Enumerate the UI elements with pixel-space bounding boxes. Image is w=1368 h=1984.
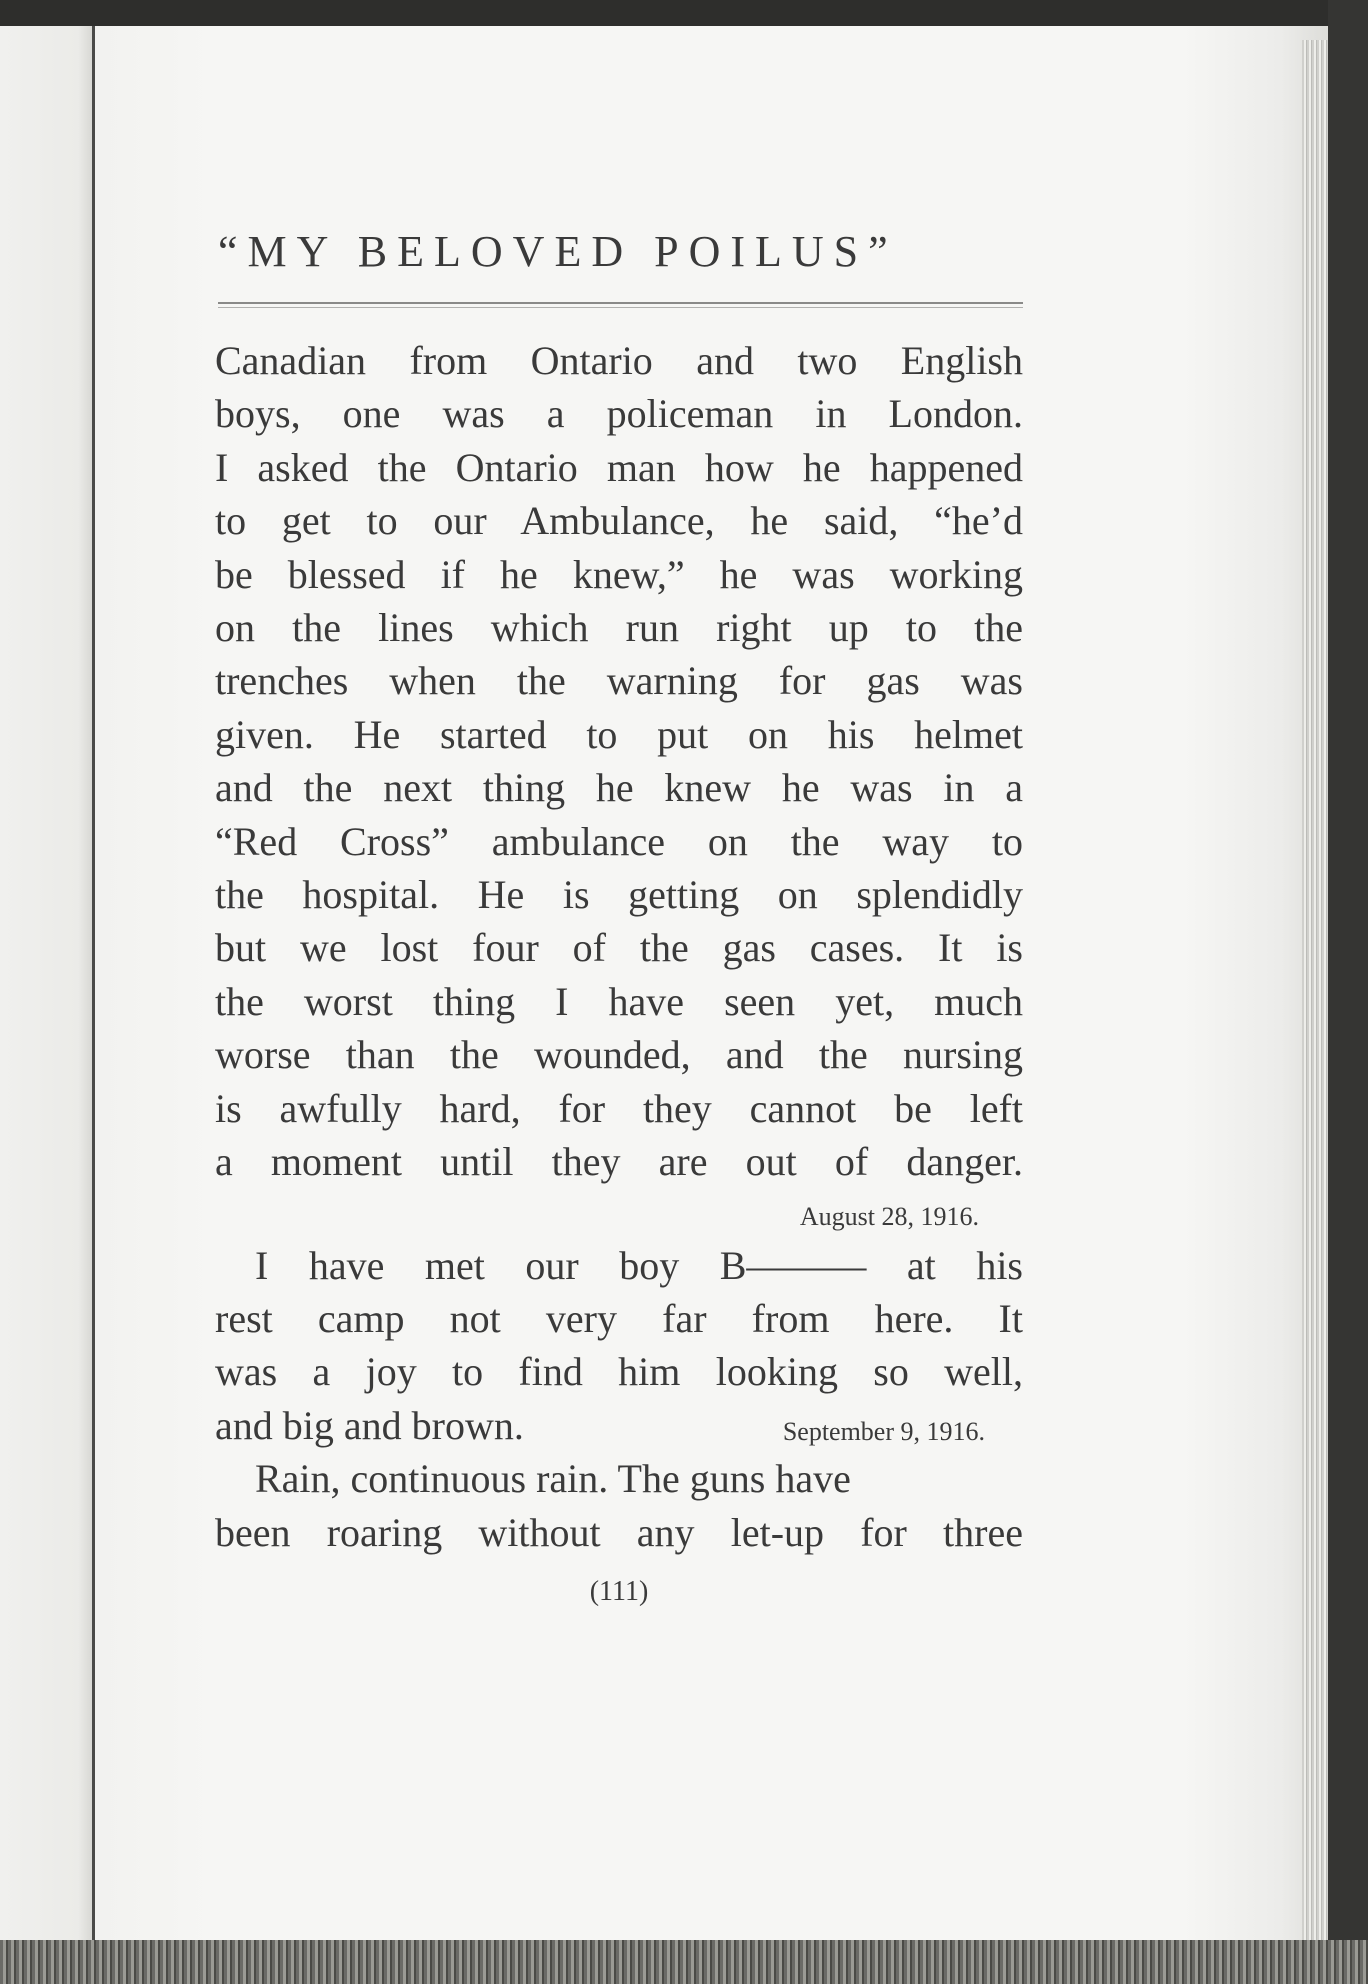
text-line: was a joy to find him looking so well, <box>215 1349 1023 1395</box>
text-line: worse than the wounded, and the nursing <box>215 1032 1023 1078</box>
letter-date: August 28, 1916. <box>799 1201 979 1231</box>
page-block-edge <box>1302 40 1328 1940</box>
scan-border-bottom <box>0 1940 1368 1984</box>
text-line: a moment until they are out of danger. <box>215 1139 1023 1185</box>
text-line-with-date <box>215 1399 1023 1452</box>
text-line: to get to our Ambulance, he said, “he’d <box>215 498 1023 544</box>
letter-date: September 9, 1916. <box>782 1416 985 1446</box>
text-line: given. He started to put on his helmet <box>215 711 1023 757</box>
running-head: “MY BELOVED POILUS” <box>218 227 898 276</box>
page-number: (111) <box>589 1576 649 1607</box>
text-line: I have met our boy B——— at his <box>255 1242 1023 1288</box>
text-line: on the lines which run right up to the <box>215 605 1023 651</box>
facing-page-edge <box>0 26 95 1942</box>
text-line: the hospital. He is getting on splendidly <box>215 872 1023 918</box>
text-line: is awfully hard, for they cannot be left <box>215 1085 1023 1131</box>
text-line: Rain, continuous rain. The guns have <box>255 1456 851 1502</box>
text-line: been roaring without any let-up for three <box>215 1509 1023 1555</box>
text-line: “Red Cross” ambulance on the way to <box>215 818 1023 864</box>
text-line: and the next thing he knew he was in a <box>215 765 1023 811</box>
text-line: but we lost four of the gas cases. It is <box>215 925 1023 971</box>
text-line: Canadian from Ontario and two English <box>215 338 1023 383</box>
header-rule <box>218 302 1023 308</box>
text-line: rest camp not very far from here. It <box>215 1295 1023 1341</box>
scan-border-right <box>1328 0 1368 1984</box>
text-line: trenches when the warning for gas was <box>215 658 1023 704</box>
text-line: be blessed if he knew,” he was working <box>215 551 1023 597</box>
text-line: and big and brown. <box>215 1402 524 1448</box>
text-line: I asked the Ontario man how he happened <box>215 444 1023 490</box>
body-text <box>215 334 1023 1559</box>
text-line: the worst thing I have seen yet, much <box>215 978 1023 1024</box>
text-line: boys, one was a policeman in London. <box>215 391 1023 437</box>
